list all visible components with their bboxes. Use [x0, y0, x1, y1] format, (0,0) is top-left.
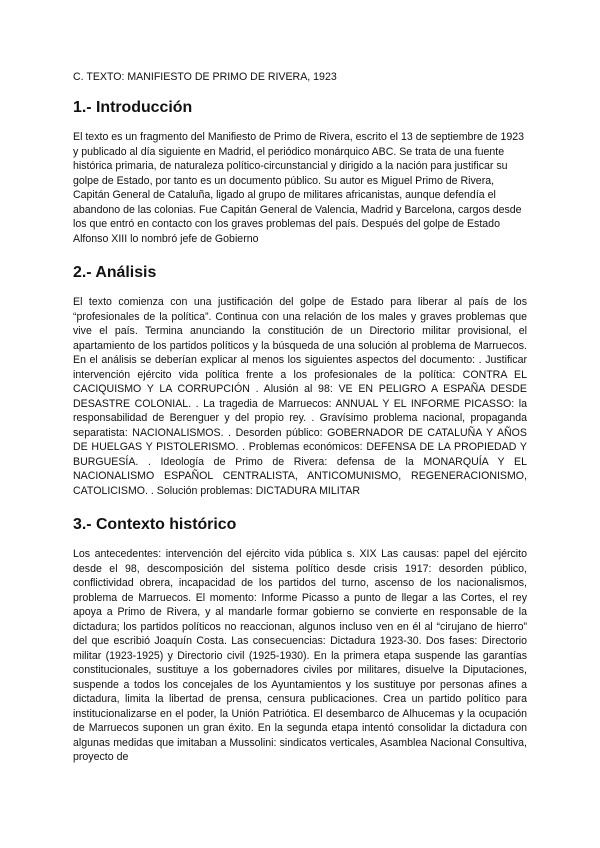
document-title: C. TEXTO: MANIFIESTO DE PRIMO DE RIVERA, 1923	[73, 71, 337, 83]
section-heading: 2.- Análisis	[73, 264, 157, 281]
section-body: El texto es un fragmento del Manifiesto de Primo de Rivera, escrito el 13 de septiembre de 1923 y publicado al día siguiente en Madrid, el periódico monárquico ABC. Se trata de una fuente histórica primaria, de naturaleza político-circunstancial y dirigido a la nación para justificar su golpe de Estado, por tanto es un documento público. Su autor es Miguel Primo de Rivera, Capitán General de Cataluña, ligado al grupo de militares africanistas, aunque defendía el abandono de las colonias. Fue Capitán General de Valencia, Madrid y Barcelona, cargos desde los que entró en contacto con los graves problemas del país. Después del golpe de Estado Alfonso XIII lo nombró jefe de Gobierno	[73, 131, 525, 245]
section-introduccion	[73, 101, 527, 246]
section-analisis	[73, 266, 527, 498]
section-contexto-historico	[73, 518, 527, 765]
section-heading: 1.- Introducción	[73, 99, 193, 116]
section-body: El texto comienza con una justificación del golpe de Estado para liberar al país de los “profesionales de la política”. Continua con una relación de los males y graves problemas que vive el país. Termina anunciando la constitución de un Directorio militar provisional, el apartamiento de los partidos políticos y la búsqueda de una solución al problema de Marruecos. En el análisis se deberían explicar al menos los siguientes aspectos del documento: . Justificar intervención ejército vida política frente a los profesionales de la política: CONTRA EL CACIQUISMO Y LA CORRUPCIÓN . Alusión al 98: VE EN PELIGRO A ESPAÑA DESDE DESASTRE COLONIAL. . La tragedia de Marruecos: ANNUAL Y EL INFORME PICASSO: la responsabilidad de Berenguer y del propio rey. . Gravísimo problema nacional, propaganda separatista: NACIONALISMOS. . Desorden público: GOBERNADOR DE CATALUÑA Y AÑOS DE HUELGAS Y PISTOLERISMO. . Problemas económicos: DEFENSA DE LA PROPIEDAD Y BURGUESÍA. . Ideología de Primo de Rivera: defensa de la MONARQUÍA Y EL NACIONALISMO ESPAÑOL CENTRALISTA, ANTICOMUNISMO, REGENERACIONISMO, CATOLICISMO. . Solución problemas: DICTADURA MILITAR	[73, 296, 527, 497]
section-body: Los antecedentes: intervención del ejército vida pública s. XIX Las causas: papel del ejército desde el 98, descomposición del sistema político desde crisis 1917: desorden público, conflictividad obrera, incapacidad de los partidos del turno, ascenso de los nacionalismos, problema de Marruecos. El momento: Informe Picasso a punto de llegar a las Cortes, el rey apoya a Primo de Rivera, y al mandarle formar gobierno se convierte en responsable de la dictadura; los partidos políticos no reaccionan, algunos incluso ven en él al “cirujano de hierro” del que escribió Joaquín Costa. Las consecuencias: Dictadura 1923-30. Dos fases: Directorio militar (1923-1925) y Directorio civil (1925-1930). En la primera etapa suspende las garantías constitucionales, sustituye a los gobernadores civiles por militares, disuelve la Diputaciones, suspende a todos los concejales de los Ayuntamientos y los sustituye por personas afines a dictadura, limita la libertad de prensa, censura publicaciones. Crea un partido político para institucionalizarse en el poder, la Unión Patriótica. El desembarco de Alhucemas y la ocupación de Marruecos suponen un gran éxito. En la segunda etapa intentó consolidar la dictadura con algunas medidas que imitaban a Mussolini: sindicatos verticales, Asamblea Nacional Consultiva, proyecto de	[73, 548, 527, 763]
section-heading: 3.- Contexto histórico	[73, 516, 237, 533]
